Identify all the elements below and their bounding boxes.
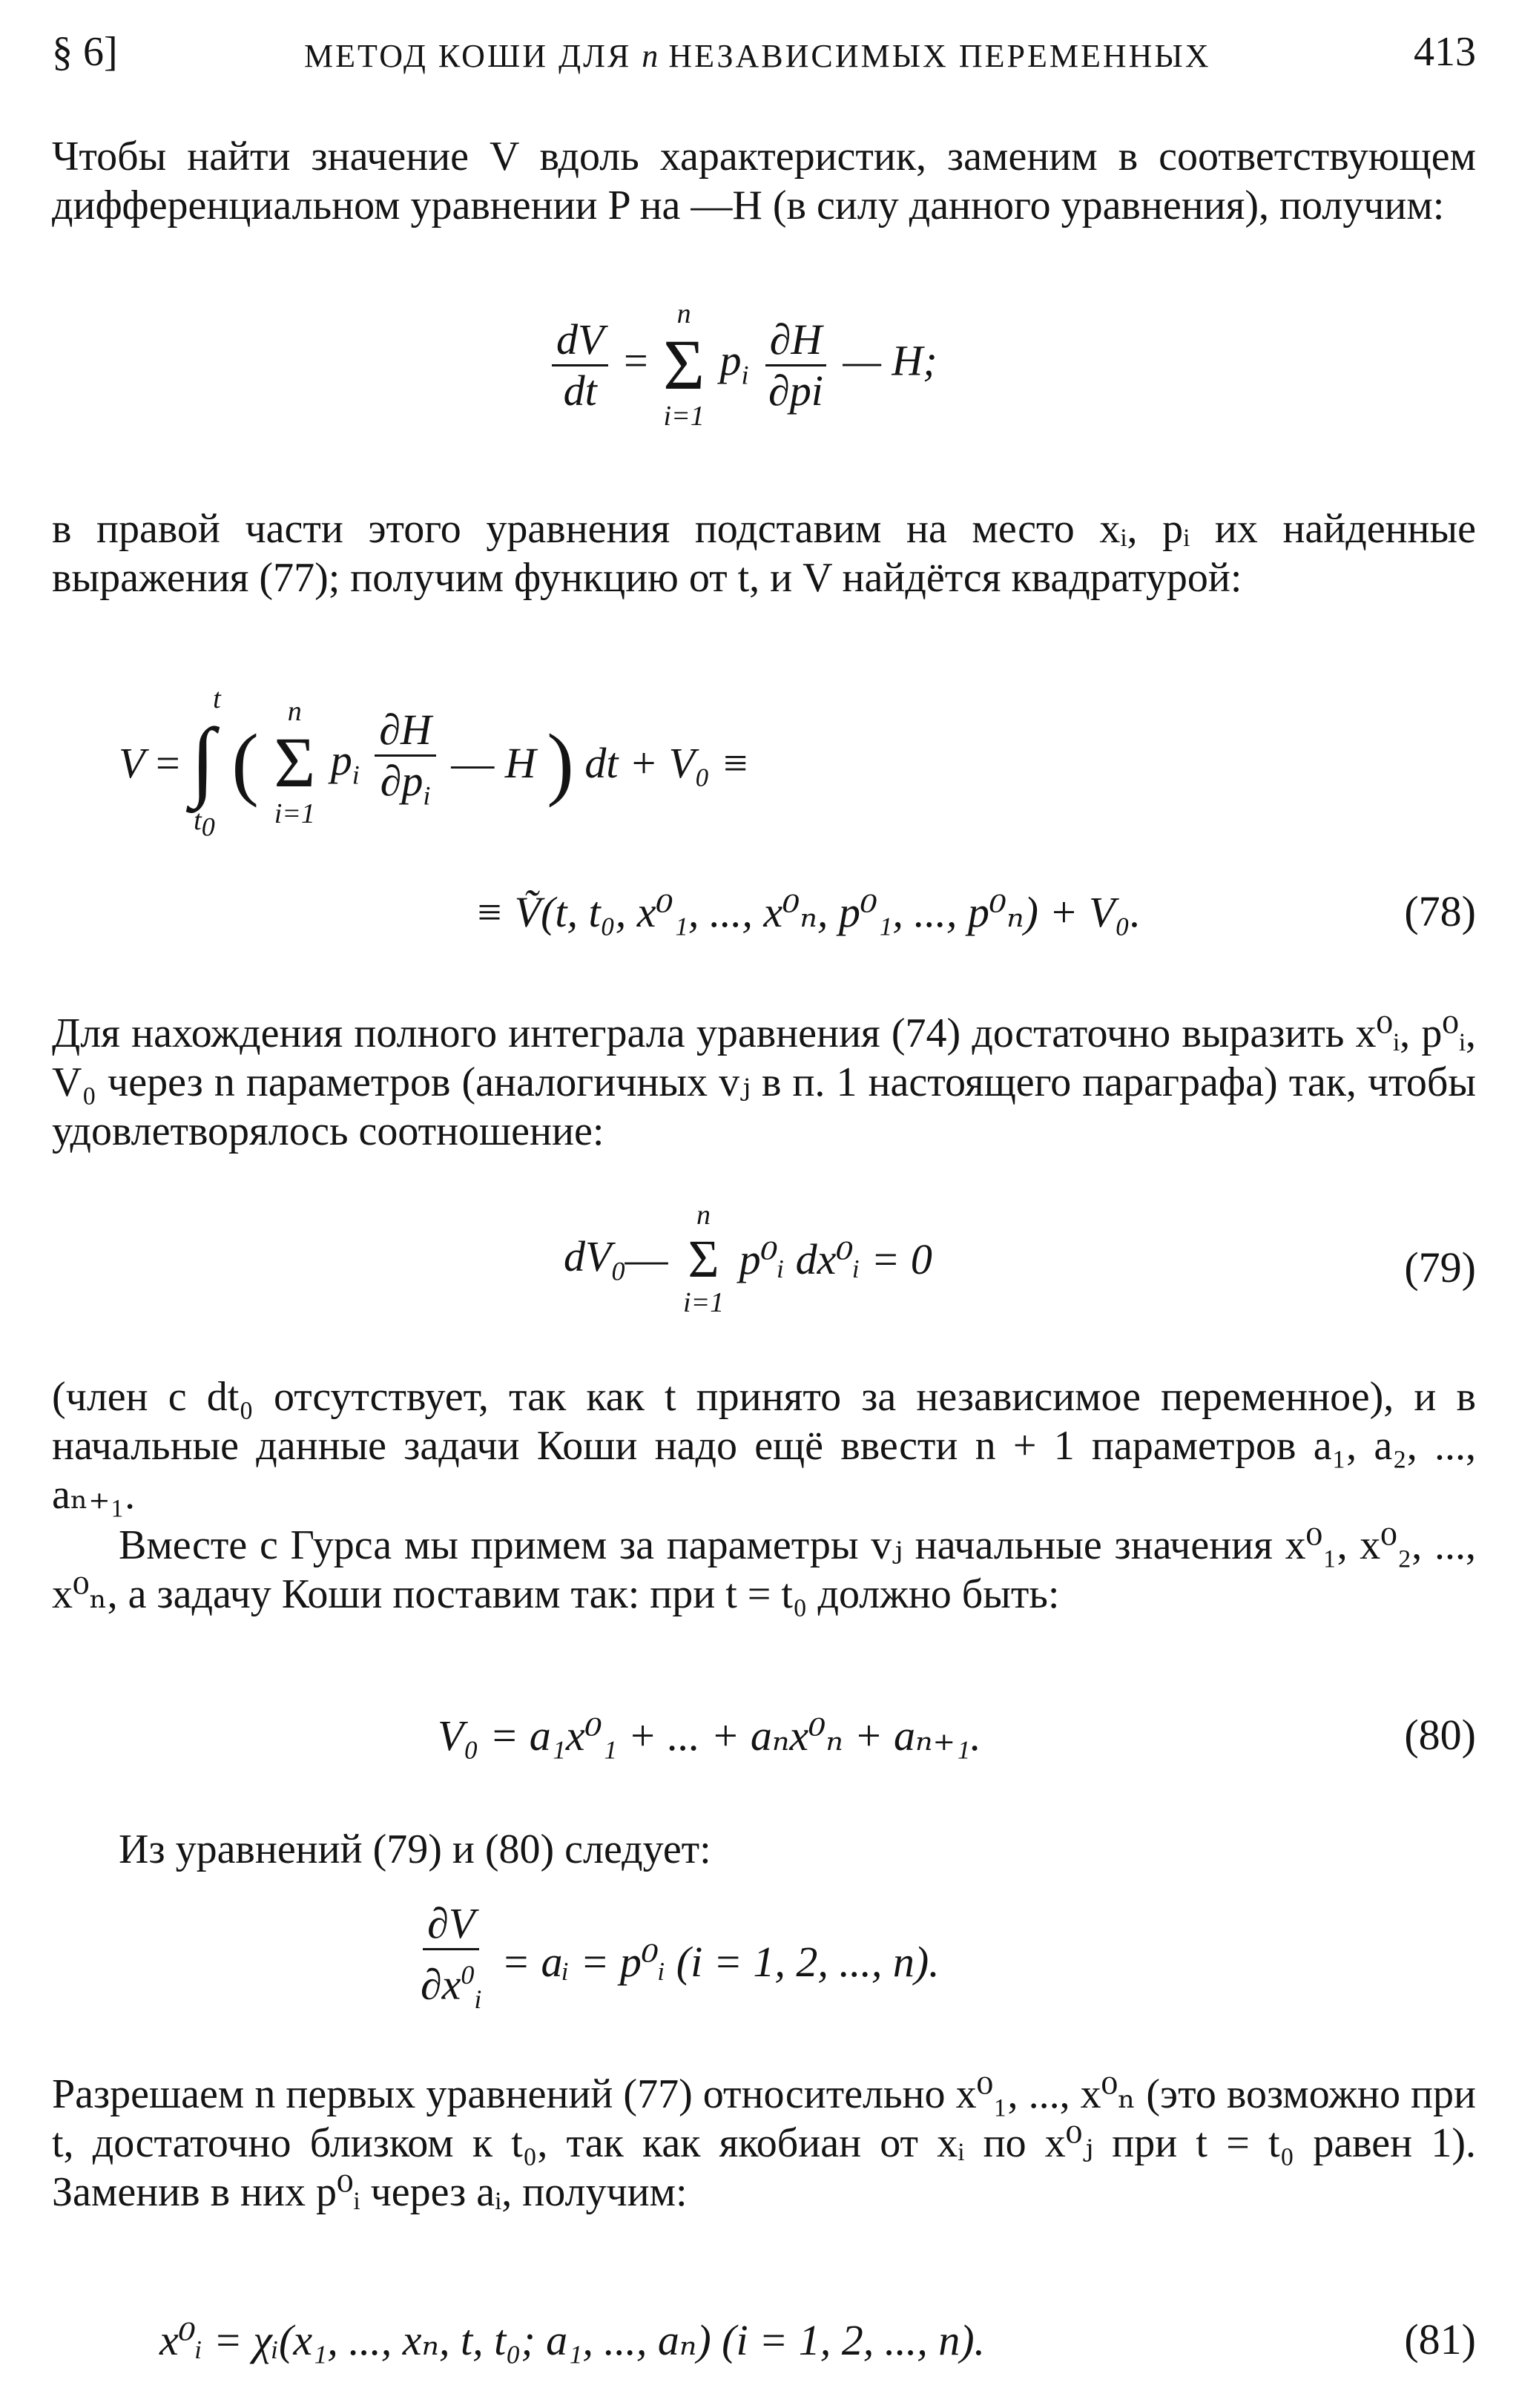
paragraph-5: Вместе с Гурса мы примем за параметры vⱼ начальные значения x⁰₁, x⁰₂, ..., x⁰ₙ, а задачу Коши поставим так: при t = t₀ должно быть: [52, 1522, 1476, 1617]
paragraph-3: Для нахождения полного интеграла уравнения (74) достаточно выразить x⁰ᵢ, p⁰ᵢ, V₀ через n параметров (аналогичных vⱼ в п. 1 настоящего параграфа) так, чтобы удовлетворялось соотношение: [52, 1010, 1476, 1154]
equation-dv-dx [0, 1899, 1519, 2014]
equation-78-line-1: V = t ∫ $t_0$ ( n Σ i=1 $p_i$ $\frac{\partial H}{\partial p_i}$ — H ) dt + V₀ ≡ [119, 683, 750, 842]
paragraph-7: Разрешаем n первых уравнений (77) относительно x⁰₁, ..., x⁰ₙ (это возможно при t, достаточно близком к t₀, так как якобиан от xᵢ по x⁰ⱼ при t = t₀ равен 1). Заменив в них p⁰ᵢ через aᵢ, получим: [52, 2071, 1476, 2215]
equation-78-line-2 [0, 886, 1519, 946]
running-header [0, 28, 1519, 88]
sum-symbol: n Σ i=1 [682, 1200, 725, 1318]
equation-80-body: V₀ = a₁x⁰₁ + ... + aₙx⁰ₙ + aₙ₊₁. [438, 1711, 981, 1760]
running-title [304, 37, 1211, 75]
page-number: 413 [1414, 29, 1476, 75]
sum-symbol: n Σ i=1 [274, 696, 316, 830]
equation-number-80: (80) [1404, 1711, 1476, 1759]
paragraph-2: в правой части этого уравнения подставим на место xᵢ, pᵢ их найденные выражения (77); получим функцию от t, и V найдётся квадратурой: [52, 506, 1476, 601]
equation-number-79: (79) [1404, 1243, 1476, 1292]
paragraph-1: Чтобы найти значение V вдоль характеристик, заменим в соответствующем дифференциальном уравнении P на —H (в силу данного уравнения), получим: [52, 134, 1476, 228]
fraction-dh-dpi: $\frac{\partial H}{\partial p_i}$ [375, 705, 436, 820]
integral-symbol: t ∫ $t_0$ [191, 683, 221, 842]
equation-dv-dx-body: = aᵢ = p⁰ᵢ (i = 1, 2, ..., n). [501, 1937, 940, 1986]
fraction-dv-dt: $\frac{dV}{dt}$ [552, 315, 608, 415]
equation-79: $dV_0—$ n Σ i=1 p⁰ᵢ dx⁰ᵢ = 0 (79) [564, 1200, 1476, 1318]
equation-81 [0, 2315, 1519, 2374]
equation-dv-dt: $\frac{dV}{dt}$ = n Σ i=1 $p_i$ $\frac{\partial H}{\partial pi}$ — H; [0, 297, 1519, 467]
section-marker: § 6] [52, 29, 118, 75]
equation-78-line-1-tail: dt + V₀ ≡ [584, 738, 750, 787]
sum-symbol: n Σ i=1 [663, 298, 705, 432]
equation-number-81: (81) [1404, 2315, 1476, 2363]
equation-dv-dt-tail: — H; [843, 336, 938, 385]
equation-number-78: (78) [1404, 887, 1476, 935]
fraction-dh-dpi: $\frac{\partial H}{\partial pi}$ [764, 315, 828, 415]
paragraph-4: (член с dt₀ отсутствует, так как t принято за независимое переменное), и в начальные данные задачи Коши надо ещё ввести n + 1 параметров a₁, a₂, ..., aₙ₊₁. [52, 1374, 1476, 1518]
paragraph-6: Из уравнений (79) и (80) следует: [119, 1826, 711, 1872]
equation-80 [0, 1710, 1519, 1769]
fraction-dv-dx: $\frac{\partial V}{\partial x^0_i}$ [421, 1899, 482, 2014]
running-title-n: n [642, 38, 659, 74]
running-title-part-b: НЕЗАВИСИМЫХ ПЕРЕМЕННЫХ [658, 38, 1211, 74]
running-title-part-a: МЕТОД КОШИ ДЛЯ [304, 38, 642, 74]
equation-78-body: ≡ Ṽ(t, t₀, x⁰₁, ..., x⁰ₙ, p⁰₁, ..., p⁰ₙ) + V₀. [475, 888, 1141, 936]
equation-81-body: x⁰ᵢ = χᵢ(x₁, ..., xₙ, t, t₀; a₁, ..., aₙ) (i = 1, 2, ..., n). [159, 2316, 986, 2364]
equation-79-body: p⁰ᵢ dx⁰ᵢ = 0 [739, 1235, 932, 1283]
